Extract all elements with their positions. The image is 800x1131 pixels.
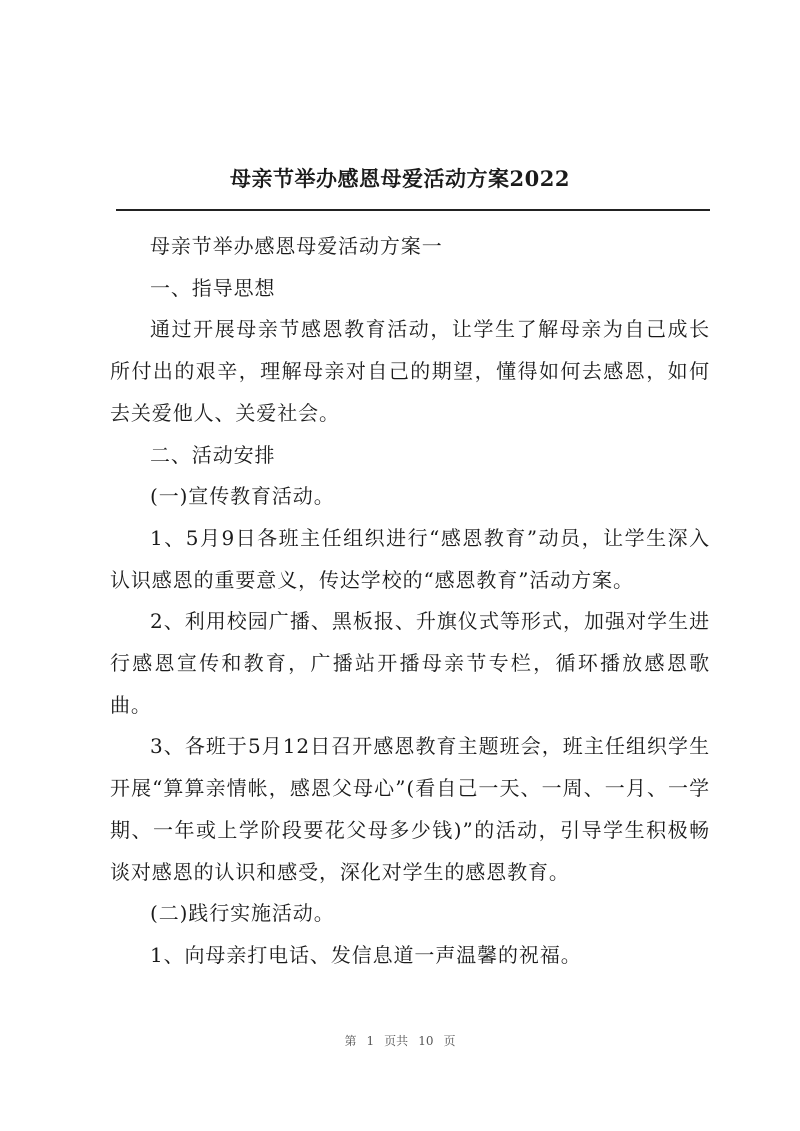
paragraph-item-2: 2、利用校园广播、黑板报、升旗仪式等形式，加强对学生进行感恩宣传和教育，广播站开播母亲节专栏，循环播放感恩歌曲。 (110, 609, 710, 717)
document-body (110, 226, 710, 977)
paragraph-practice-item-1: 1、向母亲打电话、发信息道一声温馨的祝福。 (150, 942, 582, 967)
paragraph-subsection-2-heading: (二)践行实施活动。 (150, 901, 335, 926)
footer-page-suffix: 页 (443, 1034, 456, 1048)
paragraph-item-1: 1、5月9日各班主任组织进行“感恩教育”动员，让学生深入认识感恩的重要意义，传达学校的“感恩教育”活动方案。 (110, 525, 710, 592)
footer-current-page: 1 (366, 1034, 375, 1048)
page-footer (0, 1032, 800, 1050)
paragraph-guiding-ideology: 通过开展母亲节感恩教育活动，让学生了解母亲为自己成长所付出的艰辛，理解母亲对自己的期望，懂得如何去感恩，如何去关爱他人、关爱社会。 (110, 317, 710, 425)
paragraph-subsection-1-heading: (一)宣传教育活动。 (150, 484, 335, 509)
paragraph-item-3: 3、各班于5月12日召开感恩教育主题班会，班主任组织学生开展“算算亲情帐，感恩父母心”(看自己一天、一周、一月、一学期、一年或上学阶段要花父母多少钱)”的活动，引导学生积极畅谈对感恩的认识和感受，深化对学生的感恩教育。 (110, 734, 710, 884)
footer-total-pages: 10 (418, 1034, 434, 1048)
footer-page-prefix: 第 (344, 1034, 357, 1048)
document-title: 母亲节举办感恩母爱活动方案2022 (230, 166, 570, 191)
title-divider (116, 209, 710, 211)
paragraph-section-1-heading: 一、指导思想 (150, 275, 276, 300)
footer-page-mid: 页共 (384, 1034, 409, 1048)
paragraph-section-2-heading: 二、活动安排 (150, 442, 276, 467)
paragraph-plan-heading: 母亲节举办感恩母爱活动方案一 (150, 234, 443, 258)
